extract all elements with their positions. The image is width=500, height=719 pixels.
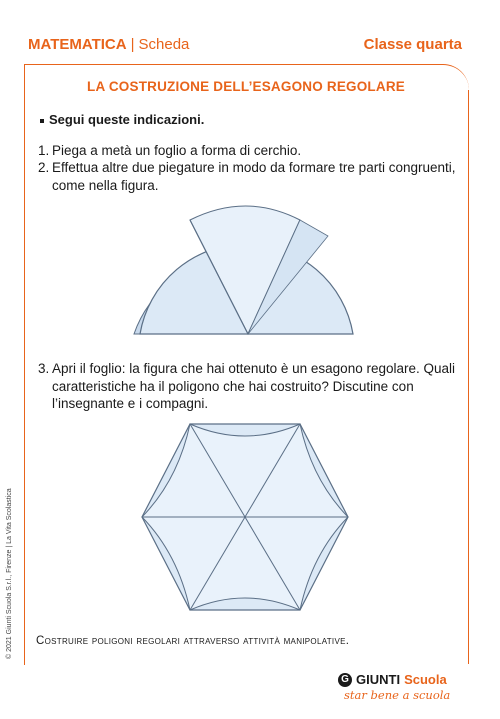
subject-name: MATEMATICA	[28, 36, 127, 53]
publisher-brand	[338, 672, 468, 712]
instructions-intro	[40, 112, 204, 127]
step-3	[38, 360, 458, 413]
step-1	[38, 142, 301, 160]
bullet-icon	[40, 119, 44, 123]
grade-label: Classe quarta	[363, 36, 462, 53]
step-number: 3.	[38, 361, 50, 376]
regular-hexagon-figure	[140, 420, 350, 614]
step-number: 1.	[38, 143, 50, 158]
copyright-notice: © 2021 Giunti Scuola S.r.l., Firenze | La Vita Scolastica	[6, 488, 13, 659]
brand-name-part2: Scuola	[404, 672, 447, 687]
document-kind: Scheda	[138, 36, 190, 53]
header-separator: |	[130, 36, 135, 53]
giunti-logo-icon: G	[338, 673, 352, 687]
page-header	[28, 36, 462, 56]
step-text: Piega a metà un foglio a forma di cerchio.	[52, 143, 302, 158]
subject-label	[28, 36, 189, 53]
folded-semicircle-figure	[128, 188, 358, 338]
step-text: Apri il foglio: la figura che hai ottenuto è un esagono regolare. Quali caratteristiche ha il poligono che hai costruito? Discutine con l’insegnante e i compagni.	[52, 361, 456, 411]
worksheet-title: LA COSTRUZIONE DELL’ESAGONO REGOLARE	[87, 79, 405, 94]
step-text: Effettua altre due piegature in modo da formare tre parti congruenti, come nella figura.	[52, 160, 456, 193]
step-number: 2.	[38, 160, 50, 175]
brand-tagline: star bene a scuola	[344, 688, 451, 702]
instructions-intro-text: Segui queste indicazioni.	[49, 112, 205, 127]
brand-name-part1: GIUNTI	[356, 672, 401, 687]
learning-goal-note: Costruire poligoni regolari attraverso attività manipolative.	[36, 635, 350, 647]
content-frame-right-edge	[468, 90, 469, 664]
